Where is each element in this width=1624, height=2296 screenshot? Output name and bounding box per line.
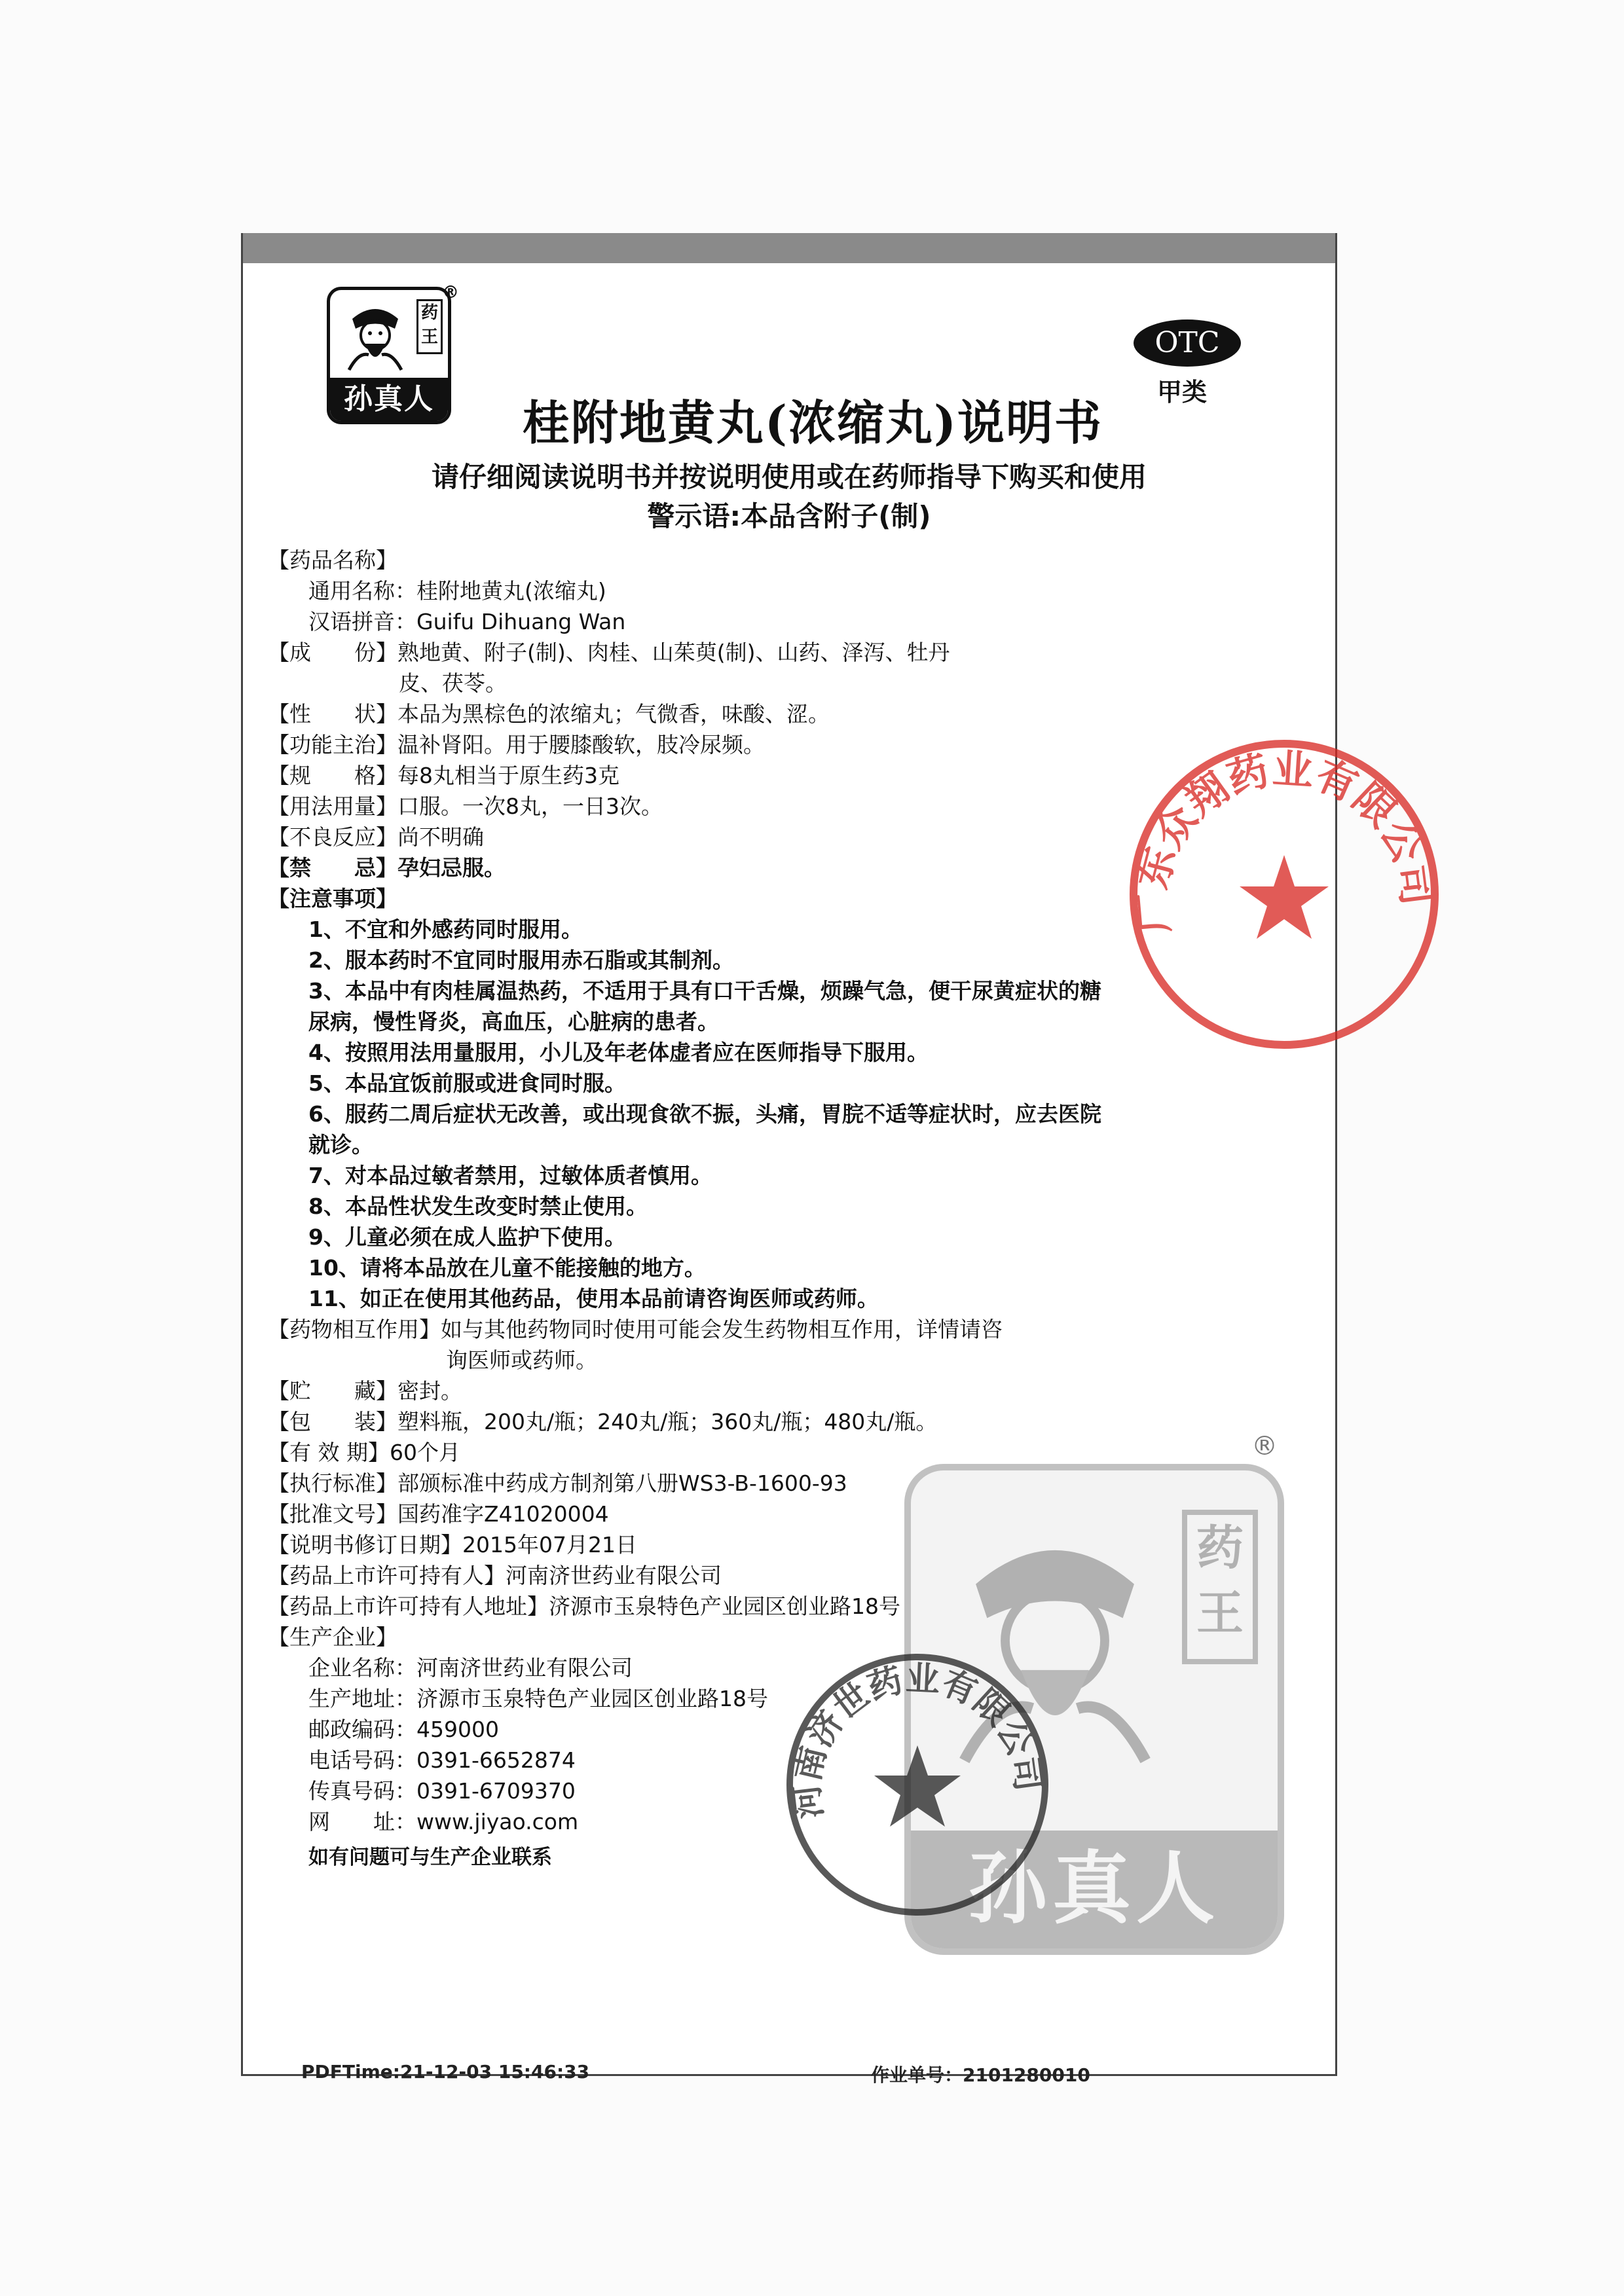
field-value: 0391-6709370 [416, 1778, 576, 1804]
field-label: 【成 份】 [268, 640, 397, 665]
field-label: 【贮 藏】 [268, 1378, 397, 1404]
field-value: 459000 [416, 1717, 499, 1742]
leaflet-sheet [241, 233, 1442, 2076]
field-value: 部颁标准中药成方制剂第八册WS3-B-1600-93 [397, 1470, 847, 1496]
field-value: 0391-6652874 [416, 1747, 576, 1773]
precaution-item: 2、服本药时不宜同时服用赤石脂或其制剂。 [308, 947, 734, 973]
red-company-seal [1120, 731, 1448, 1058]
footer-pdftime: PDFTime:21-12-03 15:46:33 [301, 2061, 590, 2083]
field-label: 企业名称： [308, 1655, 416, 1681]
field-label: 网 址： [308, 1809, 416, 1834]
field-label: 【禁 忌】 [268, 855, 397, 881]
precaution-item-cont: 就诊。 [308, 1132, 373, 1157]
row-interaction-cont [268, 1345, 1289, 1376]
precaution-item-cont: 尿病，慢性肾炎，高血压，心脏病的患者。 [308, 1009, 719, 1034]
precaution-item: 10、请将本品放在儿童不能接触的地方。 [308, 1255, 706, 1281]
field-value: 河南济世药业有限公司 [506, 1563, 722, 1588]
field-label: 【不良反应】 [268, 824, 397, 850]
header-bar [243, 233, 1335, 263]
row-package [268, 1406, 1289, 1437]
field-label: 【规 格】 [268, 763, 397, 788]
black-company-seal [780, 1647, 1055, 1922]
precaution-item: 7、对本品过敏者禁用，过敏体质者慎用。 [308, 1163, 712, 1188]
logo-tag: 药王 [416, 299, 443, 354]
field-value: 本品为黑棕色的浓缩丸；气微香，味酸、涩。 [397, 701, 830, 727]
precaution-item: 3、本品中有肉桂属温热药，不适用于具有口干舌燥，烦躁气急，便干尿黄症状的糖 [308, 978, 1101, 1004]
field-label: 【功能主治】 [268, 732, 397, 757]
logo-brand-name: 孙真人 [330, 378, 448, 421]
field-value: 尚不明确 [397, 824, 484, 850]
field-value: 孕妇忌服。 [397, 855, 506, 881]
field-value: 济源市玉泉特色产业园区创业路18号 [416, 1686, 768, 1711]
usage-notice: 请仔细阅读说明书并按说明使用或在药师指导下购买和使用 [431, 461, 1147, 493]
field-value: www.jiyao.com [416, 1809, 579, 1834]
field-value: 温补肾阳。用于腰膝酸软，肢冷尿频。 [397, 732, 765, 757]
field-label: 【药品上市许可持有人】 [268, 1563, 506, 1588]
field-label: 【包 装】 [268, 1409, 397, 1434]
field-value: 如与其他药物同时使用可能会发生药物相互作用，详情请咨 [441, 1317, 1003, 1342]
document-title: 桂附地黄丸(浓缩丸)说明书 [522, 395, 1103, 450]
field-label: 邮政编码： [308, 1717, 416, 1742]
precaution-item: 5、本品宜饭前服或进食同时服。 [308, 1070, 626, 1096]
field-label: 【说明书修订日期】 [268, 1532, 462, 1558]
contact-note: 如有问题可与生产企业联系 [308, 1846, 552, 1869]
sage-portrait-icon [339, 299, 411, 371]
section-header: 【药品名称】 [268, 547, 397, 573]
field-label: 【有 效 期】 [268, 1440, 390, 1465]
field-value: 2015年07月21日 [462, 1532, 637, 1558]
field-value: 皮、茯苓。 [399, 670, 507, 696]
row-character [268, 699, 1289, 729]
precaution-item: 6、服药二周后症状无改善，或出现食欲不振，头痛，胃脘不适等症状时，应去医院 [308, 1101, 1101, 1127]
warning-text: 警示语:本品含附子(制) [647, 500, 931, 532]
row-storage [268, 1376, 1289, 1406]
precaution-item: 8、本品性状发生改变时禁止使用。 [308, 1194, 648, 1219]
watermark-registered-mark: ® [1251, 1431, 1278, 1461]
field-label: 传真号码： [308, 1778, 416, 1804]
field-value: 口服。一次8丸，一日3次。 [397, 793, 663, 819]
footer-job-number: 作业单号：2101280010 [871, 2064, 1090, 2086]
row-pinyin [268, 606, 1289, 637]
section-header: 【生产企业】 [268, 1624, 397, 1650]
field-label: 【性 状】 [268, 701, 397, 727]
registered-mark: ® [442, 283, 459, 302]
field-label: 汉语拼音： [308, 609, 416, 634]
field-value: 国药准字Z41020004 [397, 1501, 609, 1527]
field-label: 【用法用量】 [268, 793, 397, 819]
precaution-item: 9、儿童必须在成人监护下使用。 [308, 1224, 626, 1250]
field-value: 桂附地黄丸(浓缩丸) [416, 578, 606, 604]
field-value: Guifu Dihuang Wan [416, 609, 626, 634]
precaution-item: 4、按照用法用量服用，小儿及年老体虚者应在医师指导下服用。 [308, 1040, 929, 1065]
precaution-item: 11、如正在使用其他药品，使用本品前请咨询医师或药师。 [308, 1286, 879, 1311]
field-label: 【药物相互作用】 [268, 1317, 441, 1342]
field-value: 济源市玉泉特色产业园区创业路18号 [549, 1594, 900, 1619]
section-drug-name [268, 545, 1289, 575]
otc-badge: OTC [1134, 319, 1241, 367]
field-label: 通用名称： [308, 578, 416, 604]
field-value: 密封。 [397, 1378, 462, 1404]
black-seal-text: 河南济世药业有限公司 [787, 1659, 1048, 1821]
field-label: 电话号码： [308, 1747, 416, 1773]
watermark-tag: 药王 [1182, 1510, 1258, 1664]
field-value: 河南济世药业有限公司 [416, 1655, 633, 1681]
row-ingredients [268, 637, 1289, 668]
otc-class: 甲类 [1157, 378, 1208, 407]
field-label: 【执行标准】 [268, 1470, 397, 1496]
field-value: 60个月 [389, 1440, 460, 1465]
field-value: 询医师或药师。 [446, 1347, 597, 1373]
precaution-item: 1、不宜和外感药同时服用。 [308, 917, 583, 942]
field-value: 熟地黄、附子(制)、肉桂、山茱萸(制)、山药、泽泻、牡丹 [397, 640, 950, 665]
field-value: 每8丸相当于原生药3克 [397, 763, 619, 788]
red-seal-text: 广东众翔药业有限公司 [1127, 744, 1442, 936]
row-generic-name [268, 575, 1289, 606]
field-label: 【批准文号】 [268, 1501, 397, 1527]
row-validity [268, 1437, 1289, 1468]
watermark-brand-name: 孙真人 [911, 1831, 1278, 1948]
section-header: 【注意事项】 [268, 886, 397, 911]
row-interaction [268, 1314, 1289, 1345]
field-label: 【药品上市许可持有人地址】 [268, 1594, 549, 1619]
field-value: 塑料瓶，200丸/瓶；240丸/瓶；360丸/瓶；480丸/瓶。 [397, 1409, 938, 1434]
row-ingredients-cont [268, 668, 1289, 699]
field-label: 生产地址： [308, 1686, 416, 1711]
